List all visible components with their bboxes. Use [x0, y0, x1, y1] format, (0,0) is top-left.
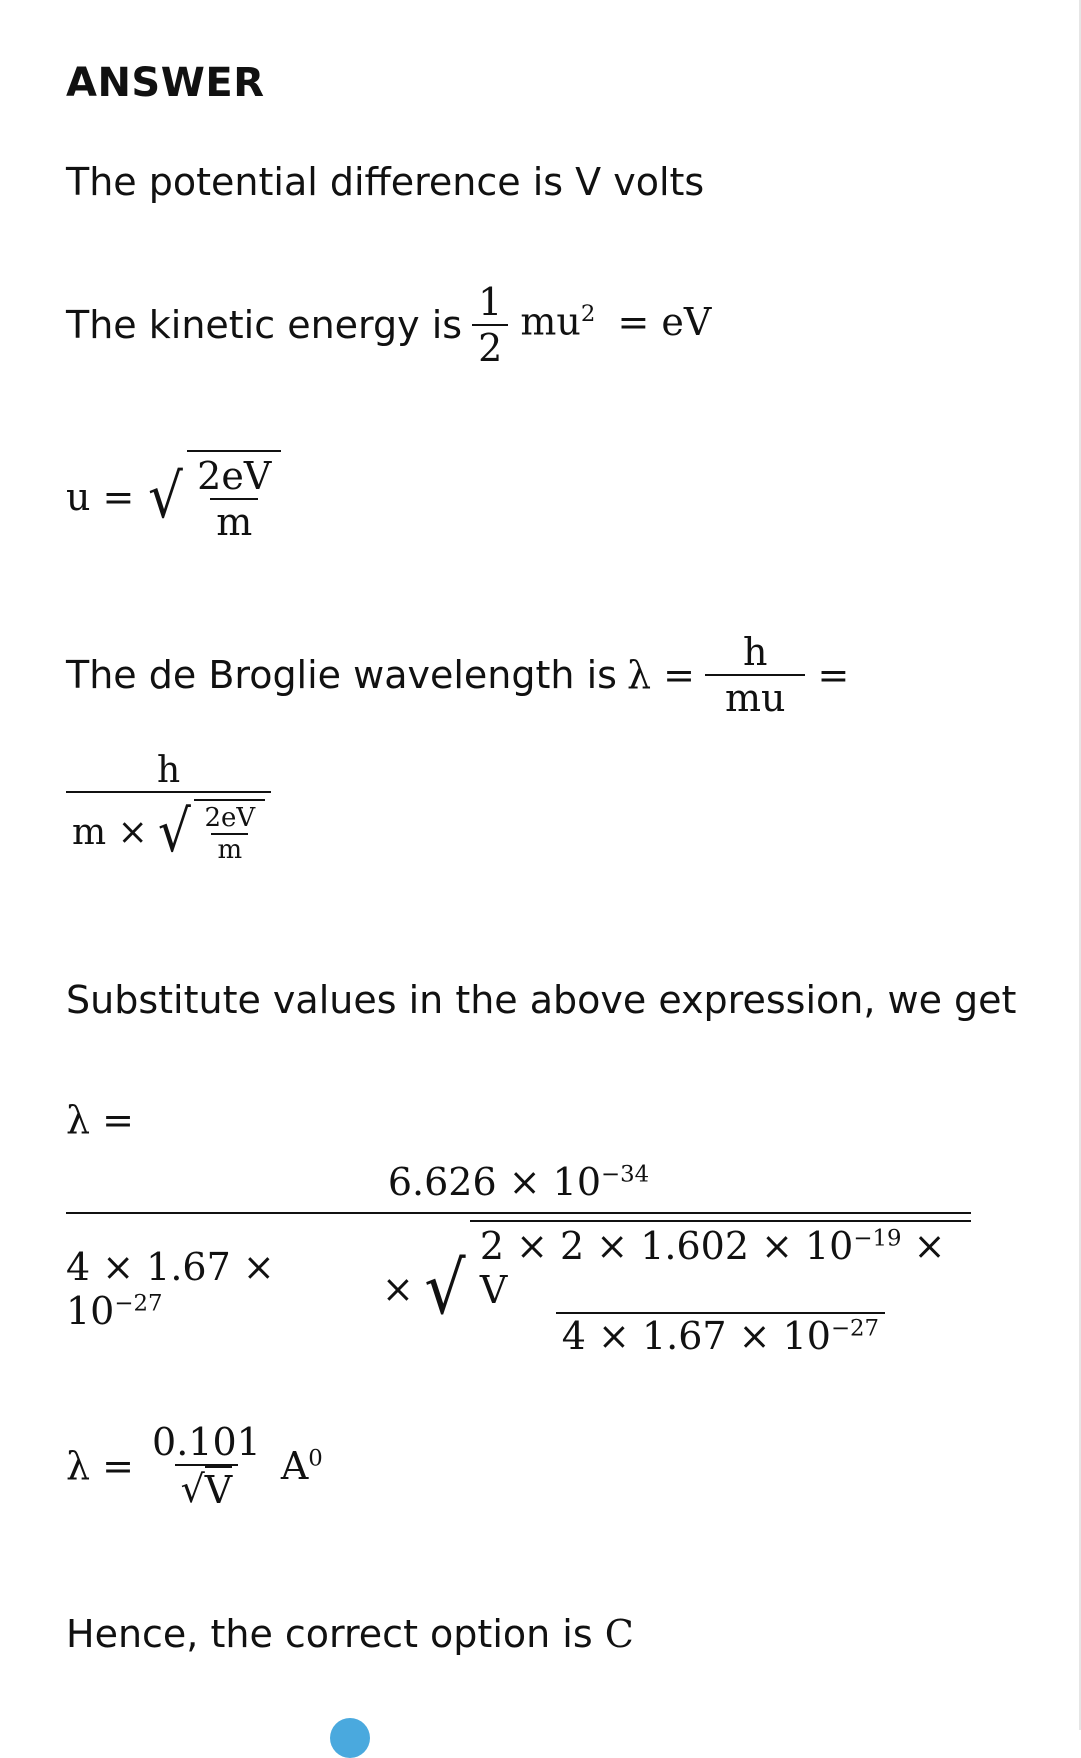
de-broglie-equals: = — [817, 653, 850, 697]
potential-difference-line: The potential difference is V volts — [66, 160, 705, 204]
de-broglie-expanded — [66, 750, 271, 865]
kinetic-expression: mu — [520, 299, 581, 344]
big-fraction — [66, 1160, 971, 1358]
expanded-denominator — [66, 791, 271, 865]
expanded-numerator: h — [156, 750, 181, 791]
lambda-label: λ = — [66, 1098, 135, 1142]
expanded-root-numerator: 2eV — [204, 803, 256, 833]
conclusion-text: Hence, the correct option is — [66, 1612, 593, 1656]
big-root-denominator: $4 \times 1.67 \times 10^{-27}$ — [556, 1312, 885, 1358]
sqrt-sign: √ — [148, 461, 184, 532]
sqrt-sign: √ — [424, 1246, 466, 1331]
half-numerator: 1 — [478, 280, 503, 324]
result-unit: $A^0$ — [280, 1444, 323, 1488]
answer-heading: ANSWER — [66, 60, 265, 106]
result-denominator: √ V — [175, 1464, 239, 1512]
kinetic-energy-formula — [472, 280, 711, 370]
big-root-numerator: $2 \times 2 \times 1.602 \times 10^{-19} \times V$ — [479, 1224, 946, 1312]
sqrt-sign: √ — [157, 798, 191, 866]
half-fraction — [472, 280, 508, 370]
big-root — [422, 1220, 971, 1358]
half-denominator: 2 — [472, 324, 508, 370]
de-broglie-fraction — [705, 630, 806, 720]
de-broglie-numerator: h — [742, 630, 768, 674]
result-numerator: 0.101 — [152, 1420, 261, 1464]
velocity-equation — [66, 450, 281, 544]
de-broglie-label: The de Broglie wavelength is — [66, 653, 617, 697]
big-numerator: $6.626 \times 10^{-34}$ — [387, 1160, 650, 1204]
de-broglie-line — [66, 630, 849, 720]
kinetic-energy-line — [66, 280, 711, 370]
conclusion-line — [66, 1612, 634, 1656]
lambda-symbol: λ = — [626, 653, 695, 697]
de-broglie-expanded-fraction — [66, 750, 271, 865]
big-denominator: $4 \times 1.67 \times 10^{-27}$ × √ $\frac{2 \times 2 \times 1.602 \times 10^{-19} \times V}{4 \times 1.67 \times 10^{-27}}$ — [66, 1214, 971, 1358]
velocity-denominator: m — [210, 498, 258, 544]
velocity-numerator: 2eV — [197, 454, 272, 498]
de-broglie-denominator: mu — [705, 674, 806, 720]
result-equation — [66, 1420, 323, 1512]
expanded-den-prefix: m × — [72, 811, 148, 853]
velocity-fraction — [191, 454, 277, 544]
substitute-line: Substitute values in the above expression, we get — [66, 978, 1017, 1022]
floating-action-icon[interactable] — [330, 1718, 370, 1758]
velocity-lhs: u = — [66, 475, 135, 519]
correct-option: C — [604, 1612, 634, 1656]
kinetic-exponent: 2 — [580, 300, 596, 327]
result-lhs: λ = — [66, 1444, 135, 1488]
expanded-root-denominator: m — [211, 833, 248, 865]
velocity-root — [146, 450, 281, 544]
result-fraction — [146, 1420, 267, 1512]
kinetic-rhs: = eV — [617, 299, 712, 344]
sqrt-sign: √ — [180, 1467, 205, 1511]
kinetic-energy-label: The kinetic energy is — [66, 303, 463, 347]
